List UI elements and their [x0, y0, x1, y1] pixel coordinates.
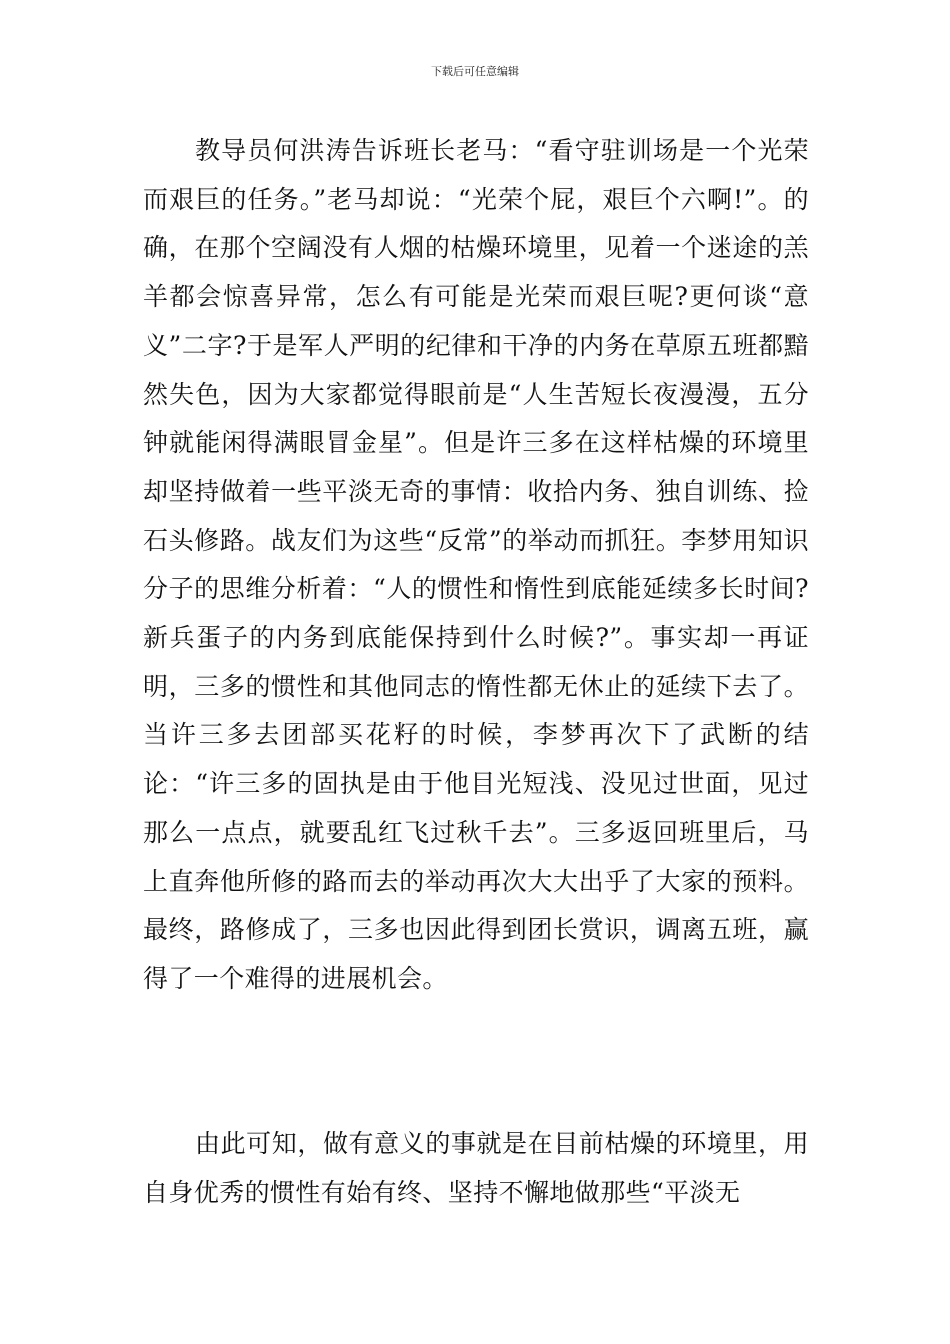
paragraph-text: 教导员何洪涛告诉班长老马：“看守驻训场是一个光荣而艰巨的任务。”老马却说：“光荣个屁，艰巨个六啊!”。的确，在那个空阔没有人烟的枯燥环境里，见着一个迷途的羔羊都会惊喜异常，怎么有可能是光荣而艰巨呢?更何谈“意义”二字?于是军人严明的纪律和干净的内务在草原五班都黯然失色，因为大家都觉得眼前是“人生苦短长夜漫漫，五分钟就能闲得满眼冒金星”。但是许三多在这样枯燥的环境里却坚持做着一些平淡无奇的事情：收拾内务、独自训练、捡石头修路。战友们为这些“反常”的举动而抓狂。李梦用知识分子的思维分析着：“人的惯性和惰性到底能延续多长时间?新兵蛋子的内务到底能保持到什么时候?”。事实却一再证明，三多的惯性和其他同志的惰性都无休止的延续下去了。当许三多去团部买花籽的时候，李梦再次下了武断的结论：“许三多的固执是由于他目光短浅、没见过世面，见过那么一点点，就要乱红飞过秋千去”。三多返回班里后，马上直奔他所修的路而去的举动再次大大出乎了大家的预料。最终，路修成了，三多也因此得到团长赏识，调离五班，赢得了一个难得的进展机会。	[143, 136, 809, 993]
body-paragraph-2	[143, 1120, 809, 1217]
body-paragraph-1	[143, 127, 809, 1004]
paragraph-text: 由此可知，做有意义的事就是在目前枯燥的环境里，用自身优秀的惯性有始有终、坚持不懈地做那些“平淡无	[143, 1129, 809, 1207]
page-header-note: 下载后可任意编辑	[431, 65, 519, 78]
